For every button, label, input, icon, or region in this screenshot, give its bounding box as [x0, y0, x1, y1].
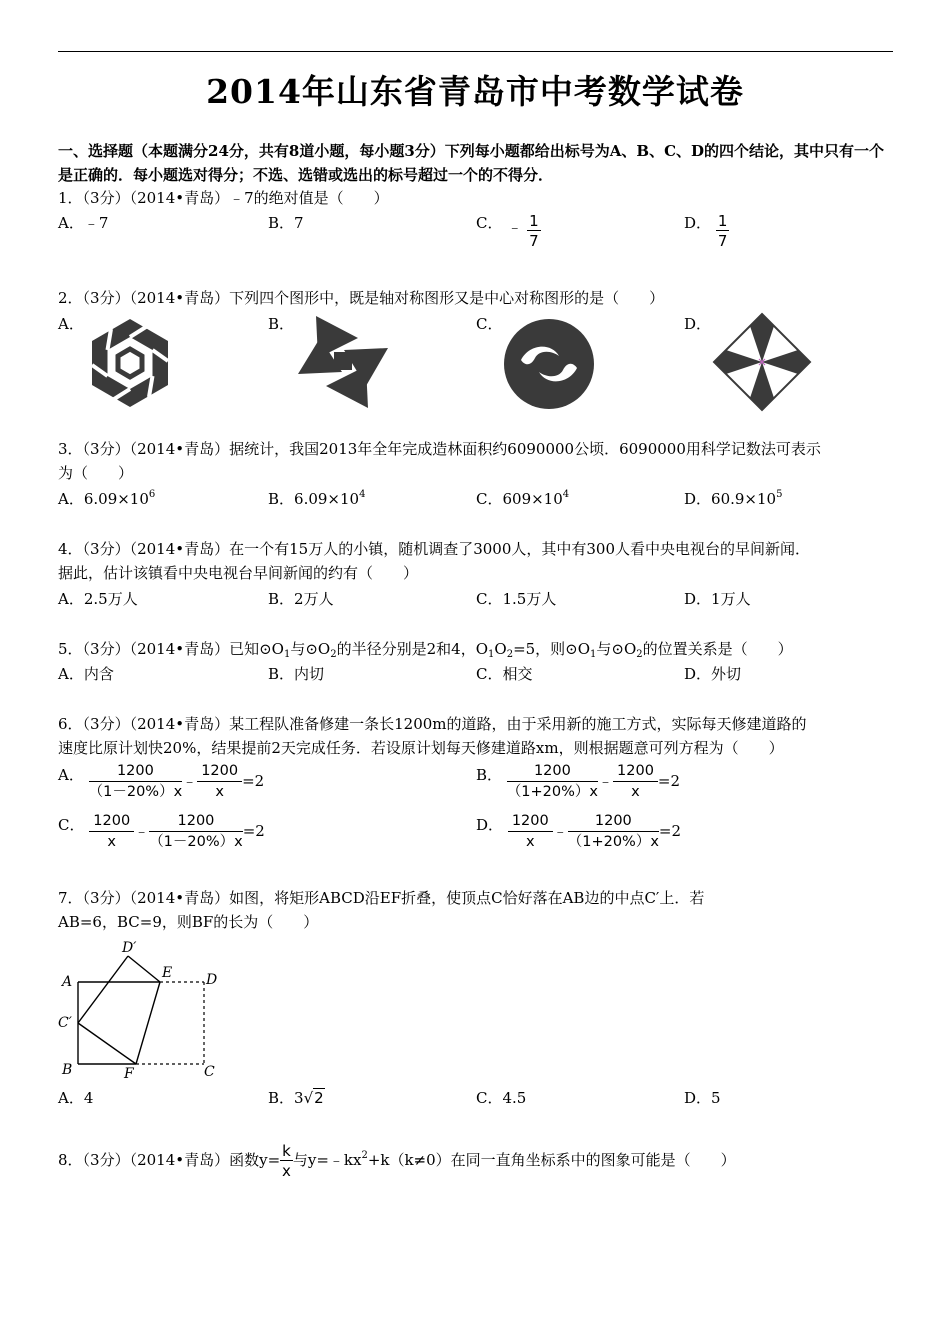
top-rule	[58, 51, 893, 52]
q6-option-b: B． $\frac{1200}{(1+20\%)x}$ ﹣ $\frac{1200}{x}$ =2	[476, 763, 681, 800]
q2-figure-b-pinwheel	[296, 316, 392, 408]
q5-stem: 5．（3分）（2014•青岛）已知$⊙O_1$与$⊙O_2$的半径分别是2和4，$O_1O_2=5$，则$⊙O_1$与$⊙O_2$的位置关系是（ ）	[58, 640, 793, 660]
q5-option-c: C．相交	[476, 665, 533, 683]
q2-figure-a-hexagon-swirl	[88, 316, 172, 410]
q7-label-d: D	[206, 972, 218, 988]
page-title: 2014年山东省青岛市中考数学试卷	[206, 72, 744, 111]
q6-option-c: C． $\frac{1200}{x}$ ﹣ $\frac{1200}{(1-20\%)x}$ =2	[58, 813, 265, 850]
q3-option-b: B．$6.09\times 10^4$	[268, 489, 366, 508]
q2-option-b: B．	[268, 315, 295, 333]
q2-option-c: C．	[476, 315, 503, 333]
q2-figure-d-diamond-sectors	[712, 312, 812, 412]
q7-option-a: A．4	[58, 1089, 94, 1107]
q7-label-c: C	[204, 1064, 215, 1080]
q3-option-c: C．$609\times 10^4$	[476, 489, 570, 508]
q7-folding-rectangle-figure	[58, 936, 228, 1082]
q7-label-d-prime: D′	[122, 940, 137, 956]
q6-option-a: A． $\frac{1200}{(1-20\%)x}$ ﹣ $\frac{1200}{x}$ =2	[58, 763, 265, 800]
q5-option-b: B．内切	[268, 665, 325, 683]
q1-option-b: B．7	[268, 214, 304, 232]
q5-option-d: D．外切	[684, 665, 742, 683]
q1-option-d: D． $\frac{1}{7}$	[684, 212, 728, 250]
q2-stem: 2．（3分）（2014•青岛）下列四个图形中，既是轴对称图形又是中心对称图形的是（ ）	[58, 289, 665, 307]
q3-stem-line1: 3．（3分）（2014•青岛）据统计，我国2013年全年完成造林面积约6090000公顷．6090000用科学记数法可表示	[58, 440, 821, 458]
q7-option-d: D．5	[684, 1089, 721, 1107]
q6-option-d: D． $\frac{1200}{x}$ ﹣ $\frac{1200}{(1+20\%)x}$ =2	[476, 813, 682, 850]
q7-option-c: C．4.5	[476, 1089, 527, 1107]
q3-option-d: D．$60.9\times 10^5$	[684, 489, 783, 508]
q7-stem-line2: AB=6，BC=9，则BF的长为（ ）	[58, 913, 319, 931]
q2-option-d: D．	[684, 315, 712, 333]
q4-option-a: A．2.5万人	[58, 590, 138, 608]
q7-label-f: F	[124, 1066, 134, 1082]
q7-label-a: A	[62, 974, 73, 990]
q1-option-a: A．﹣7	[58, 214, 109, 232]
q5-option-a: A．内含	[58, 665, 114, 683]
q1-option-c: C． ﹣ $\frac{1}{7}$	[476, 212, 539, 250]
q7-label-b: B	[62, 1062, 73, 1078]
q2-figure-c-tomoe-circle	[503, 318, 595, 410]
q7-stem-line1: 7．（3分）（2014•青岛）如图，将矩形ABCD沿EF折叠，使顶点C恰好落在AB边的中点C′上．若	[58, 889, 705, 907]
q4-option-d: D．1万人	[684, 590, 751, 608]
q1-stem: 1．（3分）（2014•青岛）﹣7的绝对值是（ ）	[58, 189, 389, 207]
q7-label-e: E	[162, 965, 173, 981]
q4-stem-line1: 4．（3分）（2014•青岛）在一个有15万人的小镇，随机调查了3000人，其中有300人看中央电视台的早间新闻．	[58, 540, 811, 558]
section-instructions: 一、选择题（本题满分24分，共有8道小题，每小题3分）下列每小题都给出标号为A、B、C、D的四个结论，其中只有一个是正确的．每小题选对得分；不选、选错或选出的标号超过一个的不得分．	[58, 142, 885, 184]
q8-stem: 8．（3分）（2014•青岛）函数y= $\frac{k}{x}$ 与$y=﹣kx^2+k(k\ne 0)$在同一直角坐标系中的图象可能是（ ）	[58, 1141, 736, 1180]
q7-option-b: B．3√2	[268, 1089, 324, 1107]
q4-stem-line2: 据此，估计该镇看中央电视台早间新闻的约有（ ）	[58, 564, 419, 582]
q3-stem-line2: 为（ ）	[58, 464, 134, 482]
q2-option-a: A．	[58, 315, 84, 333]
q6-stem-line1: 6．（3分）（2014•青岛）某工程队准备修建一条长1200m的道路，由于采用新的施工方式，实际每天修建道路的	[58, 715, 807, 733]
q6-stem-line2: 速度比原计划快20%，结果提前2天完成任务．若设原计划每天修建道路xm，则根据题意可列方程为（ ）	[58, 739, 784, 757]
q3-option-a: A．$6.09\times 10^6$	[58, 489, 156, 508]
q4-option-c: C．1.5万人	[476, 590, 557, 608]
q7-label-c-prime: C′	[58, 1015, 72, 1031]
q4-option-b: B．2万人	[268, 590, 334, 608]
